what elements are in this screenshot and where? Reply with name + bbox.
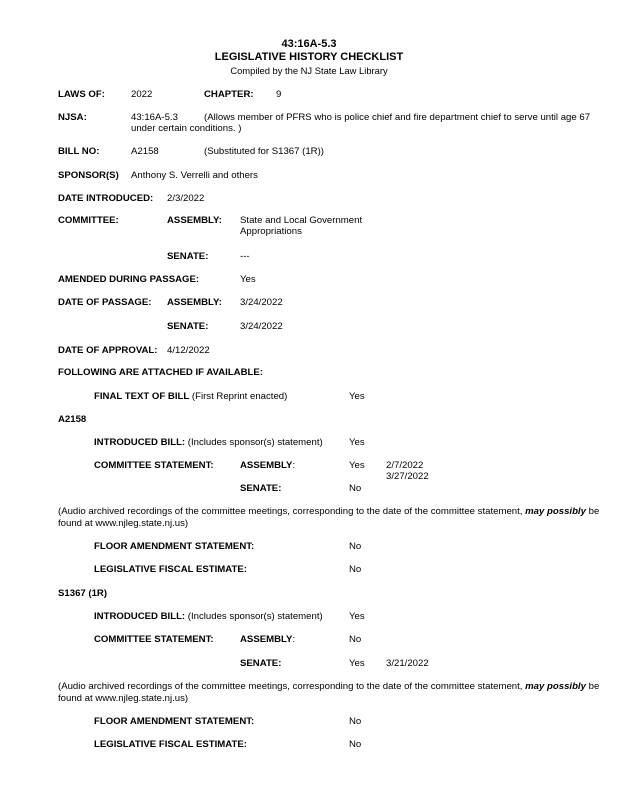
final-text-note: (First Reprint enacted) <box>189 391 288 402</box>
a2158-cs-assembly-value: Yes <box>349 460 365 471</box>
s1367-heading: S1367 (1R) <box>58 588 108 599</box>
laws-of-label: LAWS OF: <box>58 89 105 100</box>
s1367-audio-text-pre: (Audio archived recordings of the committee meetings, corresponding to the date of the committee statement, <box>58 681 526 692</box>
s1367-introduced-row <box>94 611 323 622</box>
committee-assembly-value-line1: State and Local Government <box>240 215 363 226</box>
laws-of-value: 2022 <box>131 89 153 100</box>
committee-senate-label: SENATE: <box>167 251 209 262</box>
committee-senate-value: --- <box>240 251 250 262</box>
s1367-audio-note <box>58 681 603 704</box>
passage-senate-label: SENATE: <box>167 321 209 332</box>
s1367-introduced-value: Yes <box>349 611 365 622</box>
a2158-cs-assembly-row <box>240 460 295 471</box>
passage-assembly-value: 3/24/2022 <box>240 297 283 308</box>
date-introduced-value: 2/3/2022 <box>167 193 205 204</box>
chapter-label: CHAPTER: <box>204 89 254 100</box>
approval-label: DATE OF APPROVAL: <box>58 345 158 356</box>
chapter-value: 9 <box>276 89 282 100</box>
a2158-cs-assembly-colon: : <box>292 460 296 471</box>
a2158-cs-senate-value: No <box>349 483 362 494</box>
a2158-cs-assembly-date1: 2/7/2022 <box>386 460 424 471</box>
final-text-value: Yes <box>349 391 365 402</box>
a2158-introduced-row <box>94 437 323 448</box>
bill-no-value: A2158 <box>131 146 159 157</box>
date-introduced-label: DATE INTRODUCED: <box>58 193 154 204</box>
s1367-floor-amendment-value: No <box>349 716 362 727</box>
a2158-cs-senate-label: SENATE: <box>240 483 282 494</box>
passage-assembly-label: ASSEMBLY: <box>167 297 222 308</box>
a2158-audio-emphasis: may possibly <box>525 506 586 517</box>
a2158-fiscal-estimate-value: No <box>349 564 362 575</box>
sponsor-value: Anthony S. Verrelli and others <box>131 170 258 181</box>
a2158-audio-note <box>58 506 603 529</box>
sponsor-label: SPONSOR(S) <box>58 170 119 181</box>
s1367-introduced-label: INTRODUCED BILL: <box>94 611 186 622</box>
s1367-cs-assembly-colon: : <box>292 634 296 645</box>
passage-label: DATE OF PASSAGE: <box>58 297 152 308</box>
s1367-cs-senate-date: 3/21/2022 <box>386 658 429 669</box>
a2158-fiscal-estimate-label: LEGISLATIVE FISCAL ESTIMATE: <box>94 564 247 575</box>
s1367-cs-assembly-value: No <box>349 634 362 645</box>
s1367-cs-senate-label: SENATE: <box>240 658 282 669</box>
s1367-cs-senate-value: Yes <box>349 658 365 669</box>
final-text-label: FINAL TEXT OF BILL <box>94 391 190 402</box>
a2158-audio-text-post: be found at www.njleg.state.nj.us) <box>58 506 600 529</box>
passage-senate-value: 3/24/2022 <box>240 321 283 332</box>
approval-value: 4/12/2022 <box>167 345 210 356</box>
a2158-floor-amendment-label: FLOOR AMENDMENT STATEMENT: <box>94 541 255 552</box>
final-text-row <box>94 391 287 402</box>
committee-assembly-value-line2: Appropriations <box>240 226 302 237</box>
a2158-introduced-note: (Includes sponsor(s) statement) <box>185 437 323 448</box>
s1367-audio-text-post: be found at www.njleg.state.nj.us) <box>58 681 600 704</box>
bill-no-label: BILL NO: <box>58 146 100 157</box>
njsa-value: 43:16A-5.3 <box>131 112 178 123</box>
a2158-introduced-label: INTRODUCED BILL: <box>94 437 186 448</box>
following-attached-heading: FOLLOWING ARE ATTACHED IF AVAILABLE: <box>58 367 263 378</box>
a2158-floor-amendment-value: No <box>349 541 362 552</box>
committee-label: COMMITTEE: <box>58 215 119 226</box>
compiled-by: Compiled by the NJ State Law Library <box>230 65 388 76</box>
njsa-label: NJSA: <box>58 112 87 123</box>
bill-substitution-note: (Substituted for S1367 (1R)) <box>204 146 324 157</box>
a2158-audio-text-pre: (Audio archived recordings of the committee meetings, corresponding to the date of the committee statement, <box>58 506 526 517</box>
s1367-fiscal-estimate-label: LEGISLATIVE FISCAL ESTIMATE: <box>94 739 247 750</box>
s1367-cs-assembly-label: ASSEMBLY <box>240 634 293 645</box>
a2158-committee-statement-label: COMMITTEE STATEMENT: <box>94 460 214 471</box>
s1367-introduced-note: (Includes sponsor(s) statement) <box>185 611 323 622</box>
a2158-cs-assembly-date2: 3/27/2022 <box>386 471 429 482</box>
a2158-heading: A2158 <box>58 414 87 425</box>
s1367-committee-statement-label: COMMITTEE STATEMENT: <box>94 634 214 645</box>
s1367-cs-assembly-row <box>240 634 295 645</box>
njsa-description-line2: under certain conditions. ) <box>131 123 242 134</box>
amended-label: AMENDED DURING PASSAGE: <box>58 274 200 285</box>
njsa-description-line1: (Allows member of PFRS who is police chief and fire department chief to serve until age 67 <box>204 112 591 123</box>
page-title: LEGISLATIVE HISTORY CHECKLIST <box>214 51 404 63</box>
committee-assembly-label: ASSEMBLY: <box>167 215 222 226</box>
statute-number: 43:16A-5.3 <box>281 38 337 50</box>
s1367-floor-amendment-label: FLOOR AMENDMENT STATEMENT: <box>94 716 255 727</box>
s1367-audio-emphasis: may possibly <box>525 681 586 692</box>
a2158-introduced-value: Yes <box>349 437 365 448</box>
s1367-fiscal-estimate-value: No <box>349 739 362 750</box>
a2158-cs-assembly-label: ASSEMBLY <box>240 460 293 471</box>
amended-value: Yes <box>240 274 256 285</box>
